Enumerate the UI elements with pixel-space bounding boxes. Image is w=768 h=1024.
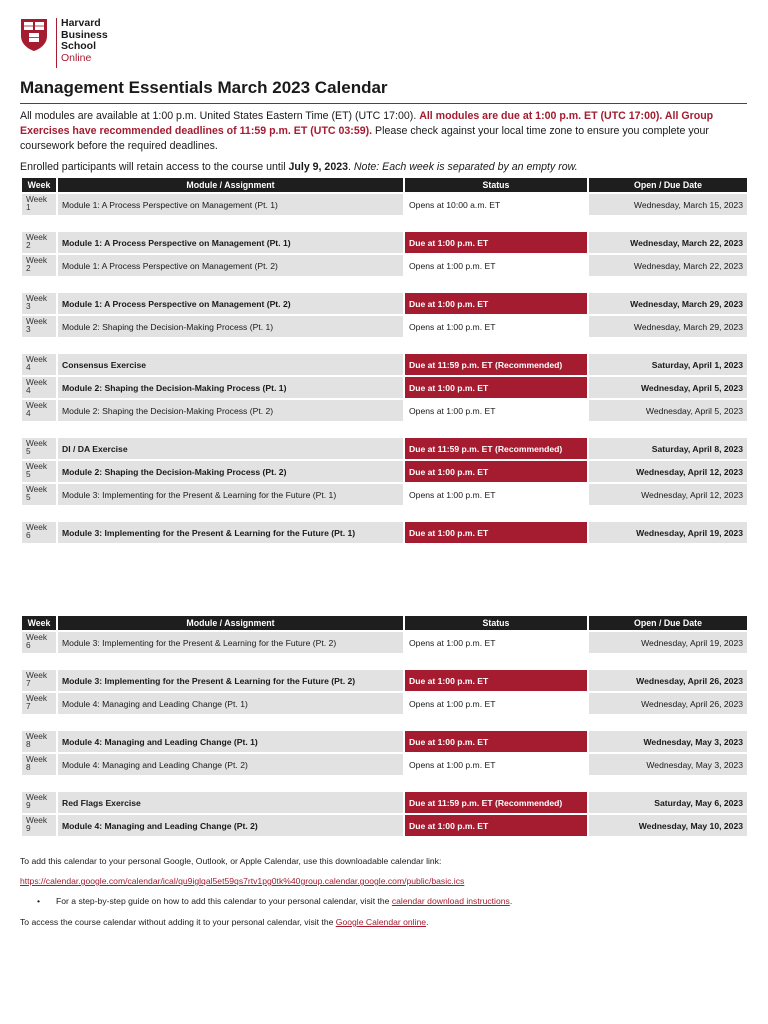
intro-deadline-text: All modules are due at 1:00 p.m. ET (UTC 17:00). All Group Exercises have recommended deadlines of 11:59 p.m. ET (UTC 03:59). [20, 110, 714, 137]
module-cell: Module 3: Implementing for the Present & Learning for the Future (Pt. 2) [58, 670, 403, 691]
guide-text: For a step-by-step guide on how to add this calendar to your personal calendar, visit the [56, 896, 392, 906]
status-cell: Opens at 1:00 p.m. ET [405, 632, 587, 653]
calendar-link-intro: To add this calendar to your personal Google, Outlook, or Apple Calendar, use this downloadable calendar link: [20, 856, 442, 866]
header-module: Module / Assignment [58, 616, 403, 630]
module-cell: Module 4: Managing and Leading Change (Pt. 2) [58, 815, 403, 836]
week-separator [22, 217, 747, 230]
table-row [22, 484, 747, 505]
status-cell: Due at 1:00 p.m. ET [405, 293, 587, 314]
week-separator [22, 777, 747, 790]
date-cell: Wednesday, March 15, 2023 [589, 194, 747, 215]
access-note: Note: Each week is separated by an empty row. [353, 161, 578, 173]
module-cell: Module 2: Shaping the Decision-Making Process (Pt. 2) [58, 461, 403, 482]
guide-period: . [509, 896, 513, 906]
module-cell: Module 1: A Process Perspective on Management (Pt. 2) [58, 293, 403, 314]
week-cell: Week 4 [22, 354, 56, 375]
table-row [22, 293, 747, 314]
status-cell: Opens at 1:00 p.m. ET [405, 693, 587, 714]
table-row [22, 632, 747, 653]
access-paragraph [20, 160, 747, 174]
title-divider [20, 103, 747, 104]
status-cell: Due at 1:00 p.m. ET [405, 377, 587, 398]
week-cell: Week 4 [22, 400, 56, 421]
date-cell: Wednesday, May 3, 2023 [589, 754, 747, 775]
header-week: Week [22, 178, 56, 192]
module-cell: DI / DA Exercise [58, 438, 403, 459]
hbs-shield-icon [20, 18, 48, 52]
date-cell: Wednesday, April 12, 2023 [589, 461, 747, 482]
date-cell: Wednesday, April 19, 2023 [589, 632, 747, 653]
bullet-dot: • [37, 896, 41, 906]
table-row [22, 400, 747, 421]
header-module: Module / Assignment [58, 178, 403, 192]
intro-timezone-text: Please check against your local time zone to ensure you complete your coursework before the required deadlines. [20, 125, 709, 152]
table-row [22, 461, 747, 482]
week-cell: Week 5 [22, 461, 56, 482]
header-date: Open / Due Date [589, 616, 747, 630]
logo-line-school: School [61, 40, 97, 52]
week-cell: Week 2 [22, 232, 56, 253]
week-cell: Week 6 [22, 632, 56, 653]
week-separator [22, 339, 747, 352]
week-cell: Week 9 [22, 792, 56, 813]
logo-line-business: Business [61, 28, 108, 41]
status-cell: Due at 11:59 p.m. ET (Recommended) [405, 792, 587, 813]
access-calendar-period: . [426, 917, 429, 927]
week-cell: Week 8 [22, 754, 56, 775]
table-row [22, 438, 747, 459]
date-cell: Wednesday, April 26, 2023 [589, 693, 747, 714]
status-cell: Due at 1:00 p.m. ET [405, 731, 587, 752]
date-cell: Wednesday, March 22, 2023 [589, 232, 747, 253]
module-cell: Module 2: Shaping the Decision-Making Process (Pt. 1) [58, 316, 403, 337]
week-separator-row [22, 339, 747, 352]
date-cell: Saturday, April 1, 2023 [589, 354, 747, 375]
date-cell: Saturday, May 6, 2023 [589, 792, 747, 813]
table-row [22, 670, 747, 691]
logo-divider [56, 18, 57, 68]
hbs-online-logo [20, 18, 108, 68]
week-cell: Week 5 [22, 438, 56, 459]
intro-paragraph [20, 109, 747, 154]
week-separator-row [22, 217, 747, 230]
status-cell: Due at 1:00 p.m. ET [405, 670, 587, 691]
date-cell: Saturday, April 8, 2023 [589, 438, 747, 459]
module-cell: Consensus Exercise [58, 354, 403, 375]
date-cell: Wednesday, May 3, 2023 [589, 731, 747, 752]
module-cell: Module 4: Managing and Leading Change (Pt. 2) [58, 754, 403, 775]
access-separator: . [348, 161, 354, 173]
table-row [22, 194, 747, 215]
module-cell: Module 3: Implementing for the Present & Learning for the Future (Pt. 1) [58, 484, 403, 505]
table-row [22, 522, 747, 543]
date-cell: Wednesday, March 29, 2023 [589, 293, 747, 314]
module-cell: Module 3: Implementing for the Present & Learning for the Future (Pt. 2) [58, 632, 403, 653]
week-separator [22, 716, 747, 729]
week-cell: Week 7 [22, 670, 56, 691]
logo-line-harvard: Harvard [61, 17, 101, 29]
status-cell: Opens at 1:00 p.m. ET [405, 484, 587, 505]
table-row [22, 255, 747, 276]
calendar-access-line [20, 916, 747, 928]
week-separator-row [22, 278, 747, 291]
module-cell: Module 1: A Process Perspective on Management (Pt. 1) [58, 232, 403, 253]
week-separator-row [22, 423, 747, 436]
header-date: Open / Due Date [589, 178, 747, 192]
date-cell: Wednesday, April 26, 2023 [589, 670, 747, 691]
header-status: Status [405, 616, 587, 630]
header-status: Status [405, 178, 587, 192]
schedule-table-2 [20, 614, 749, 838]
module-cell: Module 2: Shaping the Decision-Making Process (Pt. 1) [58, 377, 403, 398]
week-separator [22, 278, 747, 291]
week-separator-row [22, 655, 747, 668]
table-header-row [22, 178, 747, 192]
status-cell: Opens at 1:00 p.m. ET [405, 316, 587, 337]
page-title: Management Essentials March 2023 Calendar [20, 78, 388, 97]
module-cell: Module 3: Implementing for the Present & Learning for the Future (Pt. 1) [58, 522, 403, 543]
date-cell: Wednesday, March 29, 2023 [589, 316, 747, 337]
week-cell: Week 2 [22, 255, 56, 276]
table-row [22, 731, 747, 752]
week-cell: Week 8 [22, 731, 56, 752]
table-row [22, 693, 747, 714]
week-cell: Week 9 [22, 815, 56, 836]
table-row [22, 815, 747, 836]
week-separator [22, 507, 747, 520]
module-cell: Red Flags Exercise [58, 792, 403, 813]
status-cell: Due at 1:00 p.m. ET [405, 815, 587, 836]
status-cell: Due at 1:00 p.m. ET [405, 461, 587, 482]
status-cell: Due at 11:59 p.m. ET (Recommended) [405, 354, 587, 375]
access-date: July 9, 2023 [288, 161, 349, 173]
table-row [22, 232, 747, 253]
table-row [22, 377, 747, 398]
schedule-body-2 [22, 632, 747, 836]
google-calendar-link[interactable]: Google Calendar online [335, 917, 427, 927]
date-cell: Wednesday, May 10, 2023 [589, 815, 747, 836]
week-separator [22, 655, 747, 668]
week-cell: Week 7 [22, 693, 56, 714]
date-cell: Wednesday, April 5, 2023 [589, 400, 747, 421]
schedule-body-1 [22, 194, 747, 543]
week-separator-row [22, 716, 747, 729]
week-separator-row [22, 777, 747, 790]
module-cell: Module 2: Shaping the Decision-Making Process (Pt. 2) [58, 400, 403, 421]
status-cell: Opens at 10:00 a.m. ET [405, 194, 587, 215]
date-cell: Wednesday, April 5, 2023 [589, 377, 747, 398]
status-cell: Due at 1:00 p.m. ET [405, 522, 587, 543]
week-cell: Week 1 [22, 194, 56, 215]
week-cell: Week 3 [22, 293, 56, 314]
access-calendar-text: To access the course calendar without adding it to your personal calendar, visit the [20, 917, 336, 927]
module-cell: Module 4: Managing and Leading Change (Pt. 1) [58, 731, 403, 752]
date-cell: Wednesday, March 22, 2023 [589, 255, 747, 276]
status-cell: Due at 1:00 p.m. ET [405, 232, 587, 253]
header-week: Week [22, 616, 56, 630]
module-cell: Module 1: A Process Perspective on Management (Pt. 2) [58, 255, 403, 276]
status-cell: Opens at 1:00 p.m. ET [405, 255, 587, 276]
table-row [22, 316, 747, 337]
module-cell: Module 1: A Process Perspective on Management (Pt. 1) [58, 194, 403, 215]
date-cell: Wednesday, April 12, 2023 [589, 484, 747, 505]
table-row [22, 754, 747, 775]
status-cell: Opens at 1:00 p.m. ET [405, 754, 587, 775]
intro-availability-text: All modules are available at 1:00 p.m. United States Eastern Time (ET) (UTC 17:00). [20, 110, 420, 122]
calendar-guide-bullet [20, 895, 747, 907]
week-cell: Week 3 [22, 316, 56, 337]
logo-wordmark [61, 18, 108, 64]
logo-line-online: Online [61, 51, 92, 64]
access-text: Enrolled participants will retain access to the course until [20, 161, 289, 173]
week-cell: Week 4 [22, 377, 56, 398]
status-cell: Due at 11:59 p.m. ET (Recommended) [405, 438, 587, 459]
date-cell: Wednesday, April 19, 2023 [589, 522, 747, 543]
table-header-row [22, 616, 747, 630]
week-cell: Week 5 [22, 484, 56, 505]
table-row [22, 792, 747, 813]
week-separator-row [22, 507, 747, 520]
calendar-link-line [20, 875, 747, 887]
download-instructions-link[interactable]: calendar download instructions [391, 896, 510, 906]
status-cell: Opens at 1:00 p.m. ET [405, 400, 587, 421]
calendar-ics-link[interactable]: https://calendar.google.com/calendar/ical/qu9iglqal5et59qs7rtv1pg0tk%40group.calendar.google.com/public/basic.ics [20, 876, 465, 886]
calendar-instructions [20, 855, 747, 867]
table-row [22, 354, 747, 375]
week-separator [22, 423, 747, 436]
week-cell: Week 6 [22, 522, 56, 543]
module-cell: Module 4: Managing and Leading Change (Pt. 1) [58, 693, 403, 714]
schedule-table-1 [20, 176, 749, 545]
